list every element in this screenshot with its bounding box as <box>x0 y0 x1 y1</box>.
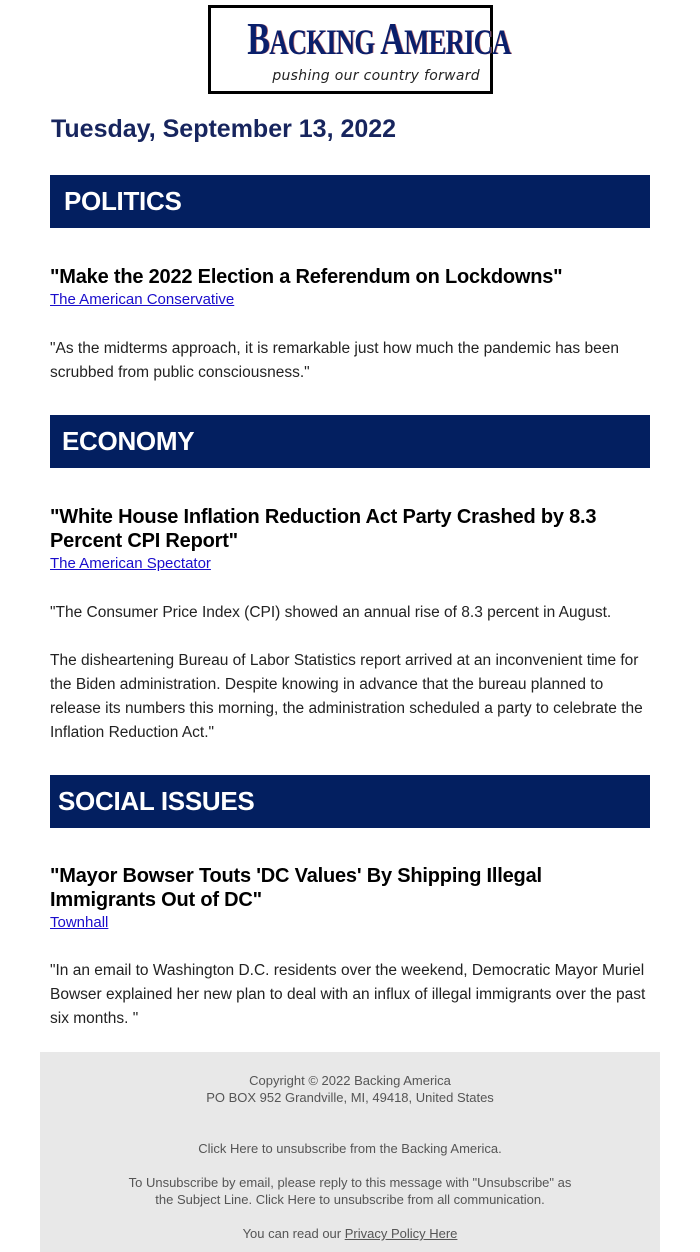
section-header-politics <box>50 175 650 228</box>
newsletter-date: Tuesday, September 13, 2022 <box>51 115 397 143</box>
footer-privacy-prefix: You can read our <box>242 1226 345 1241</box>
article-excerpt <box>50 601 650 745</box>
article-headline[interactable]: "Mayor Bowser Touts 'DC Values' By Shipping Illegal Immigrants Out of DC" <box>50 865 542 911</box>
article-source-link[interactable]: The American Conservative <box>50 291 235 308</box>
logo-tagline: pushing our country forward <box>272 68 480 84</box>
footer-privacy <box>40 1225 660 1242</box>
footer-address: PO BOX 952 Grandville, MI, 49418, United States <box>206 1090 494 1105</box>
article-source-link[interactable]: The American Spectator <box>50 555 211 572</box>
logo-title-word-backing: ACKING <box>269 22 375 62</box>
article-paragraph: "As the midterms approach, it is remarkable just how much the pandemic has been scrubbed from public consciousness." <box>50 340 619 381</box>
section-title: ECONOMY <box>62 426 195 456</box>
footer-email-unsubscribe-line1: To Unsubscribe by email, please reply to this message with "Unsubscribe" as <box>128 1175 572 1190</box>
footer-copyright: Copyright © 2022 Backing America <box>249 1073 451 1088</box>
footer-unsubscribe-link[interactable]: Click Here to unsubscribe from the Backing America. <box>198 1141 502 1156</box>
section-header-economy <box>50 415 650 468</box>
footer <box>40 1052 660 1252</box>
section-title: POLITICS <box>64 186 182 216</box>
article-paragraph: The disheartening Bureau of Labor Statistics report arrived at an inconvenient time for the Biden administration. Despite knowing in advance that the bureau planned to release its numbers this morning, the administration scheduled a party to celebrate the Inflation Reduction Act." <box>50 652 643 741</box>
footer-email-unsubscribe-line2[interactable]: the Subject Line. Click Here to unsubscribe from all communication. <box>155 1192 545 1207</box>
logo-title-initial-b: B <box>247 13 270 64</box>
logo-title <box>247 13 511 67</box>
privacy-policy-link[interactable]: Privacy Policy Here <box>344 1226 458 1241</box>
article-headline[interactable]: "White House Inflation Reduction Act Party Crashed by 8.3 Percent CPI Report" <box>50 506 597 552</box>
logo-title-initial-a: A <box>380 13 405 64</box>
section-header-social-issues <box>50 775 650 828</box>
article-paragraph: "In an email to Washington D.C. residents over the weekend, Democratic Mayor Muriel Bowser explained her new plan to deal with an influx of illegal immigrants over the past six months. " <box>50 962 646 1027</box>
logo <box>208 5 511 94</box>
article-excerpt <box>50 959 650 1031</box>
article-excerpt <box>50 337 650 385</box>
logo-title-word-america: MERICA <box>404 22 511 62</box>
article-source-link[interactable]: Townhall <box>50 914 109 931</box>
article-paragraph: "The Consumer Price Index (CPI) showed an annual rise of 8.3 percent in August. <box>50 604 612 621</box>
section-title: SOCIAL ISSUES <box>58 786 255 816</box>
article-headline[interactable]: "Make the 2022 Election a Referendum on Lockdowns" <box>50 266 563 288</box>
